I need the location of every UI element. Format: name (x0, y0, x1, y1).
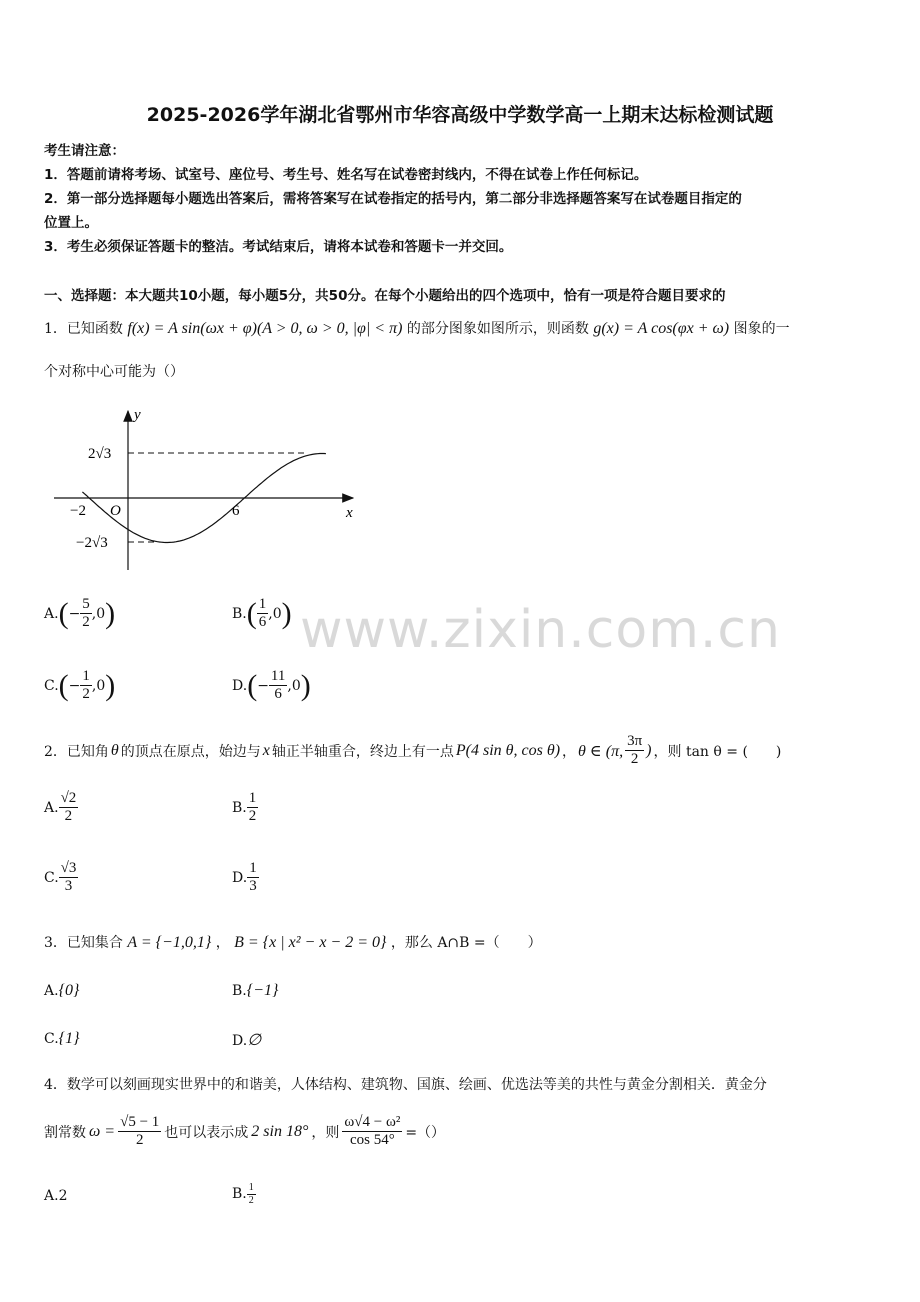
q3-option-a[interactable] (44, 982, 79, 1000)
q1-g-expression: g(x) = A cos(φx + ω) (593, 320, 730, 337)
notice-item-3: 3．考生必须保证答题卡的整洁。考试结束后，请将本试卷和答题卡一并交回。 (44, 239, 513, 255)
x-axis-label: x (346, 505, 353, 521)
question-2 (44, 733, 781, 769)
option-letter: D. (232, 677, 248, 694)
option-letter: B. (232, 605, 247, 622)
q1-option-b[interactable]: B.( $\frac{1}{6}$ ,0) (232, 596, 292, 631)
option-letter: A. (44, 983, 59, 999)
option-letter: D. (232, 1033, 248, 1049)
option-letter: A. (44, 605, 59, 622)
y-min-label: −2√3 (76, 535, 108, 551)
option-denominator: 2 (248, 1194, 254, 1206)
q1-option-c[interactable]: C.(− $\frac{1}{2}$ ,0) (44, 668, 116, 703)
q3-comma: ， (215, 935, 230, 951)
q4-sin-expression: 2 sin 18° (251, 1122, 309, 1140)
watermark: www.zixin.com.cn (300, 600, 781, 660)
q2-theta: θ (110, 741, 119, 759)
tick-6: 6 (232, 503, 240, 519)
q4-then: ，则 (311, 1124, 340, 1141)
option-value: 2 (58, 1188, 68, 1204)
q2-x: x (262, 741, 270, 759)
q3-option-b[interactable] (232, 982, 278, 1000)
option-letter: B. (232, 983, 247, 999)
q2-option-b[interactable] (232, 790, 258, 826)
q1-option-a[interactable]: A.(− $\frac{5}{2}$ ,0) (44, 596, 116, 631)
q1-f-expression: f(x) = A sin(ωx + φ)(A > 0, ω > 0, |φ| < π) (127, 320, 403, 337)
option-value: {0} (58, 982, 80, 999)
q2-text-2: 轴正半轴重合，终边上有一点 (271, 743, 454, 760)
q3-prefix: 3．已知集合 (44, 935, 123, 951)
option-letter: D. (232, 869, 248, 886)
notice-item-1: 1．答题前请将考场、试室号、座位号、考生号、姓名写在试卷密封线内，不得在试卷上作任何标记。 (44, 167, 648, 183)
notice-item-2: 2．第一部分选择题每小题选出答案后，需将答案写在试卷指定的括号内，第二部分非选择题答案写在试卷题目指定的 (44, 191, 742, 207)
question-1-line-1 (44, 318, 790, 338)
q1-prefix: 1．已知函数 (44, 321, 123, 337)
option-denominator: 6 (274, 686, 282, 703)
option-letter: A. (44, 799, 59, 816)
q1-option-d[interactable]: D.(− $\frac{11}{6}$ ,0) (232, 668, 311, 703)
q2-range-denominator: 2 (630, 751, 639, 768)
q4-prefix: 割常数 (44, 1124, 86, 1141)
question-3 (44, 932, 542, 952)
option-letter: C. (44, 677, 59, 694)
option-denominator: 6 (258, 614, 267, 631)
option-denominator: 3 (249, 878, 257, 895)
page-title: 2025-2026学年湖北省鄂州市华容高级中学数学高一上期末达标检测试题 (146, 104, 774, 126)
option-sign: − (257, 677, 269, 694)
option-numerator: 1 (248, 1182, 254, 1193)
question-1-line-2: 个对称中心可能为（） (44, 364, 184, 380)
q4-option-b[interactable] (232, 1182, 256, 1206)
option-tail: ,0 (268, 605, 282, 622)
origin-label: O (110, 503, 121, 519)
option-denominator: 3 (64, 878, 73, 895)
question-4-line-2 (44, 1114, 445, 1150)
option-denominator: 2 (64, 808, 73, 825)
question-4-line-1: 4．数学可以刻画现实世界中的和谐美，人体结构、建筑物、国旗、绘画、优选法等美的共性与黄金分割相关．黄金分 (44, 1077, 767, 1093)
q2-prefix: 2．已知角 (44, 743, 109, 760)
notice-heading: 考生请注意： (44, 143, 125, 159)
option-numerator: 5 (80, 596, 92, 614)
option-value: {1} (58, 1030, 80, 1047)
q2-point: P(4 sin θ, cos θ) (455, 741, 561, 759)
option-numerator: 1 (80, 668, 92, 686)
q2-option-c[interactable] (44, 860, 78, 896)
option-numerator: 11 (269, 668, 287, 686)
q4-middle: 也可以表示成 (164, 1124, 249, 1141)
q4-option-a[interactable] (44, 1188, 67, 1204)
q2-range-end: ) (646, 741, 652, 759)
q3-set-a: A = {−1,0,1} (127, 934, 212, 951)
q3-tail: ，那么 A∩B =（ ） (390, 935, 542, 951)
option-letter: C. (44, 1031, 59, 1047)
option-value: {−1} (246, 982, 279, 999)
option-numerator: √2 (59, 790, 79, 808)
q4-fraction-1-numerator: √5 − 1 (118, 1114, 161, 1132)
option-numerator: 1 (247, 860, 259, 878)
q4-fraction-2-denominator: cos 54° (349, 1132, 395, 1149)
q1-middle: 的部分图象如图所示，则函数 (406, 321, 589, 337)
q3-option-d[interactable] (232, 1030, 261, 1050)
q2-comma: ， (562, 743, 577, 760)
option-numerator: 1 (257, 596, 269, 614)
y-axis-label: y (134, 407, 141, 423)
y-max-label: 2√3 (88, 446, 112, 462)
notice-item-2-cont: 位置上。 (44, 215, 98, 231)
option-tail: ,0 (91, 605, 106, 622)
q1-sine-graph (50, 405, 360, 575)
q1-suffix: 图象的一 (733, 321, 790, 337)
tick-neg-2: −2 (70, 503, 86, 519)
option-tail: ,0 (287, 677, 301, 694)
option-sign: − (68, 605, 81, 622)
q4-fraction-1-denominator: 2 (135, 1132, 144, 1149)
q4-omega: ω = (89, 1122, 116, 1140)
option-numerator: 1 (247, 790, 259, 808)
q3-option-c[interactable] (44, 1030, 79, 1048)
q2-text-1: 的顶点在原点，始边与 (120, 743, 261, 760)
option-letter: C. (44, 869, 59, 886)
option-value: ∅ (247, 1032, 262, 1049)
option-letter: B. (232, 1186, 247, 1202)
q4-tail: =（） (405, 1124, 446, 1141)
section-heading: 一、选择题：本大题共10小题，每小题5分，共50分。在每个小题给出的四个选项中，恰有一项是符合题目要求的 (44, 288, 726, 304)
option-denominator: 2 (82, 614, 90, 631)
option-numerator: √3 (59, 860, 79, 878)
q2-tail: ，则 tan θ = ( ) (653, 743, 782, 760)
q4-fraction-2-numerator: ω√4 − ω² (342, 1114, 402, 1132)
option-tail: ,0 (91, 677, 106, 694)
option-letter: A. (44, 1188, 59, 1204)
option-sign: − (68, 677, 81, 694)
q2-range-start: θ ∈ (π, (578, 742, 624, 760)
q2-option-d[interactable] (232, 860, 259, 896)
option-letter: B. (232, 799, 247, 816)
option-denominator: 2 (82, 686, 90, 703)
q2-option-a[interactable] (44, 790, 78, 826)
option-denominator: 2 (248, 808, 257, 825)
q2-range-numerator: 3π (625, 733, 644, 751)
q3-set-b: B = {x | x² − x − 2 = 0} (234, 934, 387, 951)
